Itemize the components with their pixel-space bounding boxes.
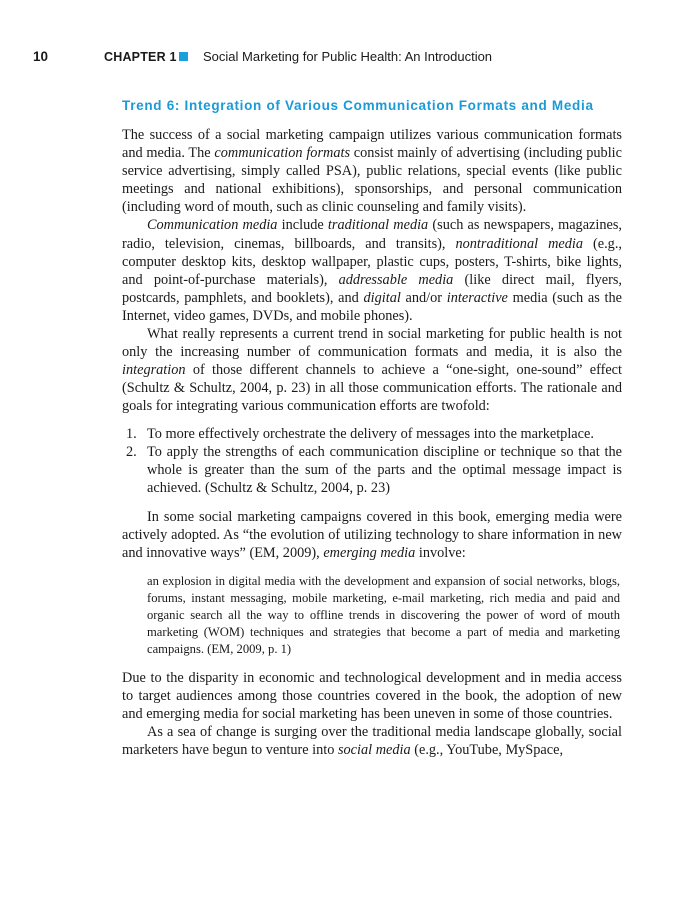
paragraph-social-media: As a sea of change is surging over the traditional media landscape globally, social marketers have begun to venture into social media (e.g., YouTube, MySpace, [122,723,622,759]
chapter-label: CHAPTER 1 [104,50,177,64]
block-quote: an explosion in digital media with the development and expansion of social networks, blogs, forums, instant messaging, mobile marketing, e-mail marketing, rich media and paid and organic search all the way to offline trends in discovering the power of word of mouth marketing (WOM) techniques and strategies that become a part of media and marketing campaigns. (EM, 2009, p. 1) [147,574,620,656]
paragraph-disparity: Due to the disparity in economic and technological development and in media access to target audiences among those countries covered in the book, the adoption of new and emerging media for social marketing has been uneven in some of those countries. [122,669,622,722]
list-item: 1. To more effectively orchestrate the delivery of messages into the marketplace. [126,425,594,442]
chapter-square-icon [179,52,188,61]
paragraph-formats: The success of a social marketing campaign utilizes various communication formats and media. The communication formats consist mainly of advertising (including public service advertising, simply called PSA), public relations, special events (like public meetings and national exhibitions), sponsorships, and personal communication (including word of mouth, such as clinic counseling and family visits). [122,127,622,216]
running-head-title: Social Marketing for Public Health: An Introduction [203,49,493,64]
goals-list [122,425,622,497]
paragraph-emerging-media: In some social marketing campaigns covered in this book, emerging media were actively adopted. As “the evolution of utilizing technology to share information in new and innovative ways” (EM, 2009), emerging media involve: [122,508,622,562]
page-number: 10 [33,49,49,64]
list-item: 2. To apply the strengths of each communication discipline or technique so that the whole is greater than the sum of the parts and the optimal message impact is achieved. (Schultz & Schultz, 2004, p. 23) [126,443,622,496]
section-heading: Trend 6: Integration of Various Communication Formats and Media [122,98,594,113]
paragraph-integration: What really represents a current trend in social marketing for public health is not only the increasing number of communication formats and media, it is also the integration of those different channels to achieve a “one-sight, one-sound” effect (Schultz & Schultz, 2004, p. 23) in all those communication efforts. The rationale and goals for integrating various communication efforts are twofold: [122,326,622,415]
page-body [122,96,622,759]
paragraph-media: Communication media include traditional media (such as newspapers, magazines, radio, television, cinemas, billboards, and transits), nontraditional media (e.g., computer desktop kits, desktop wallpaper, plastic cups, posters, T-shirts, bike lights, and point-of-purchase materials), addressable media (like direct mail, flyers, postcards, pamphlets, and booklets), and digital and/or interactive media (such as the Internet, video games, DVDs, and mobile phones). [122,217,623,324]
